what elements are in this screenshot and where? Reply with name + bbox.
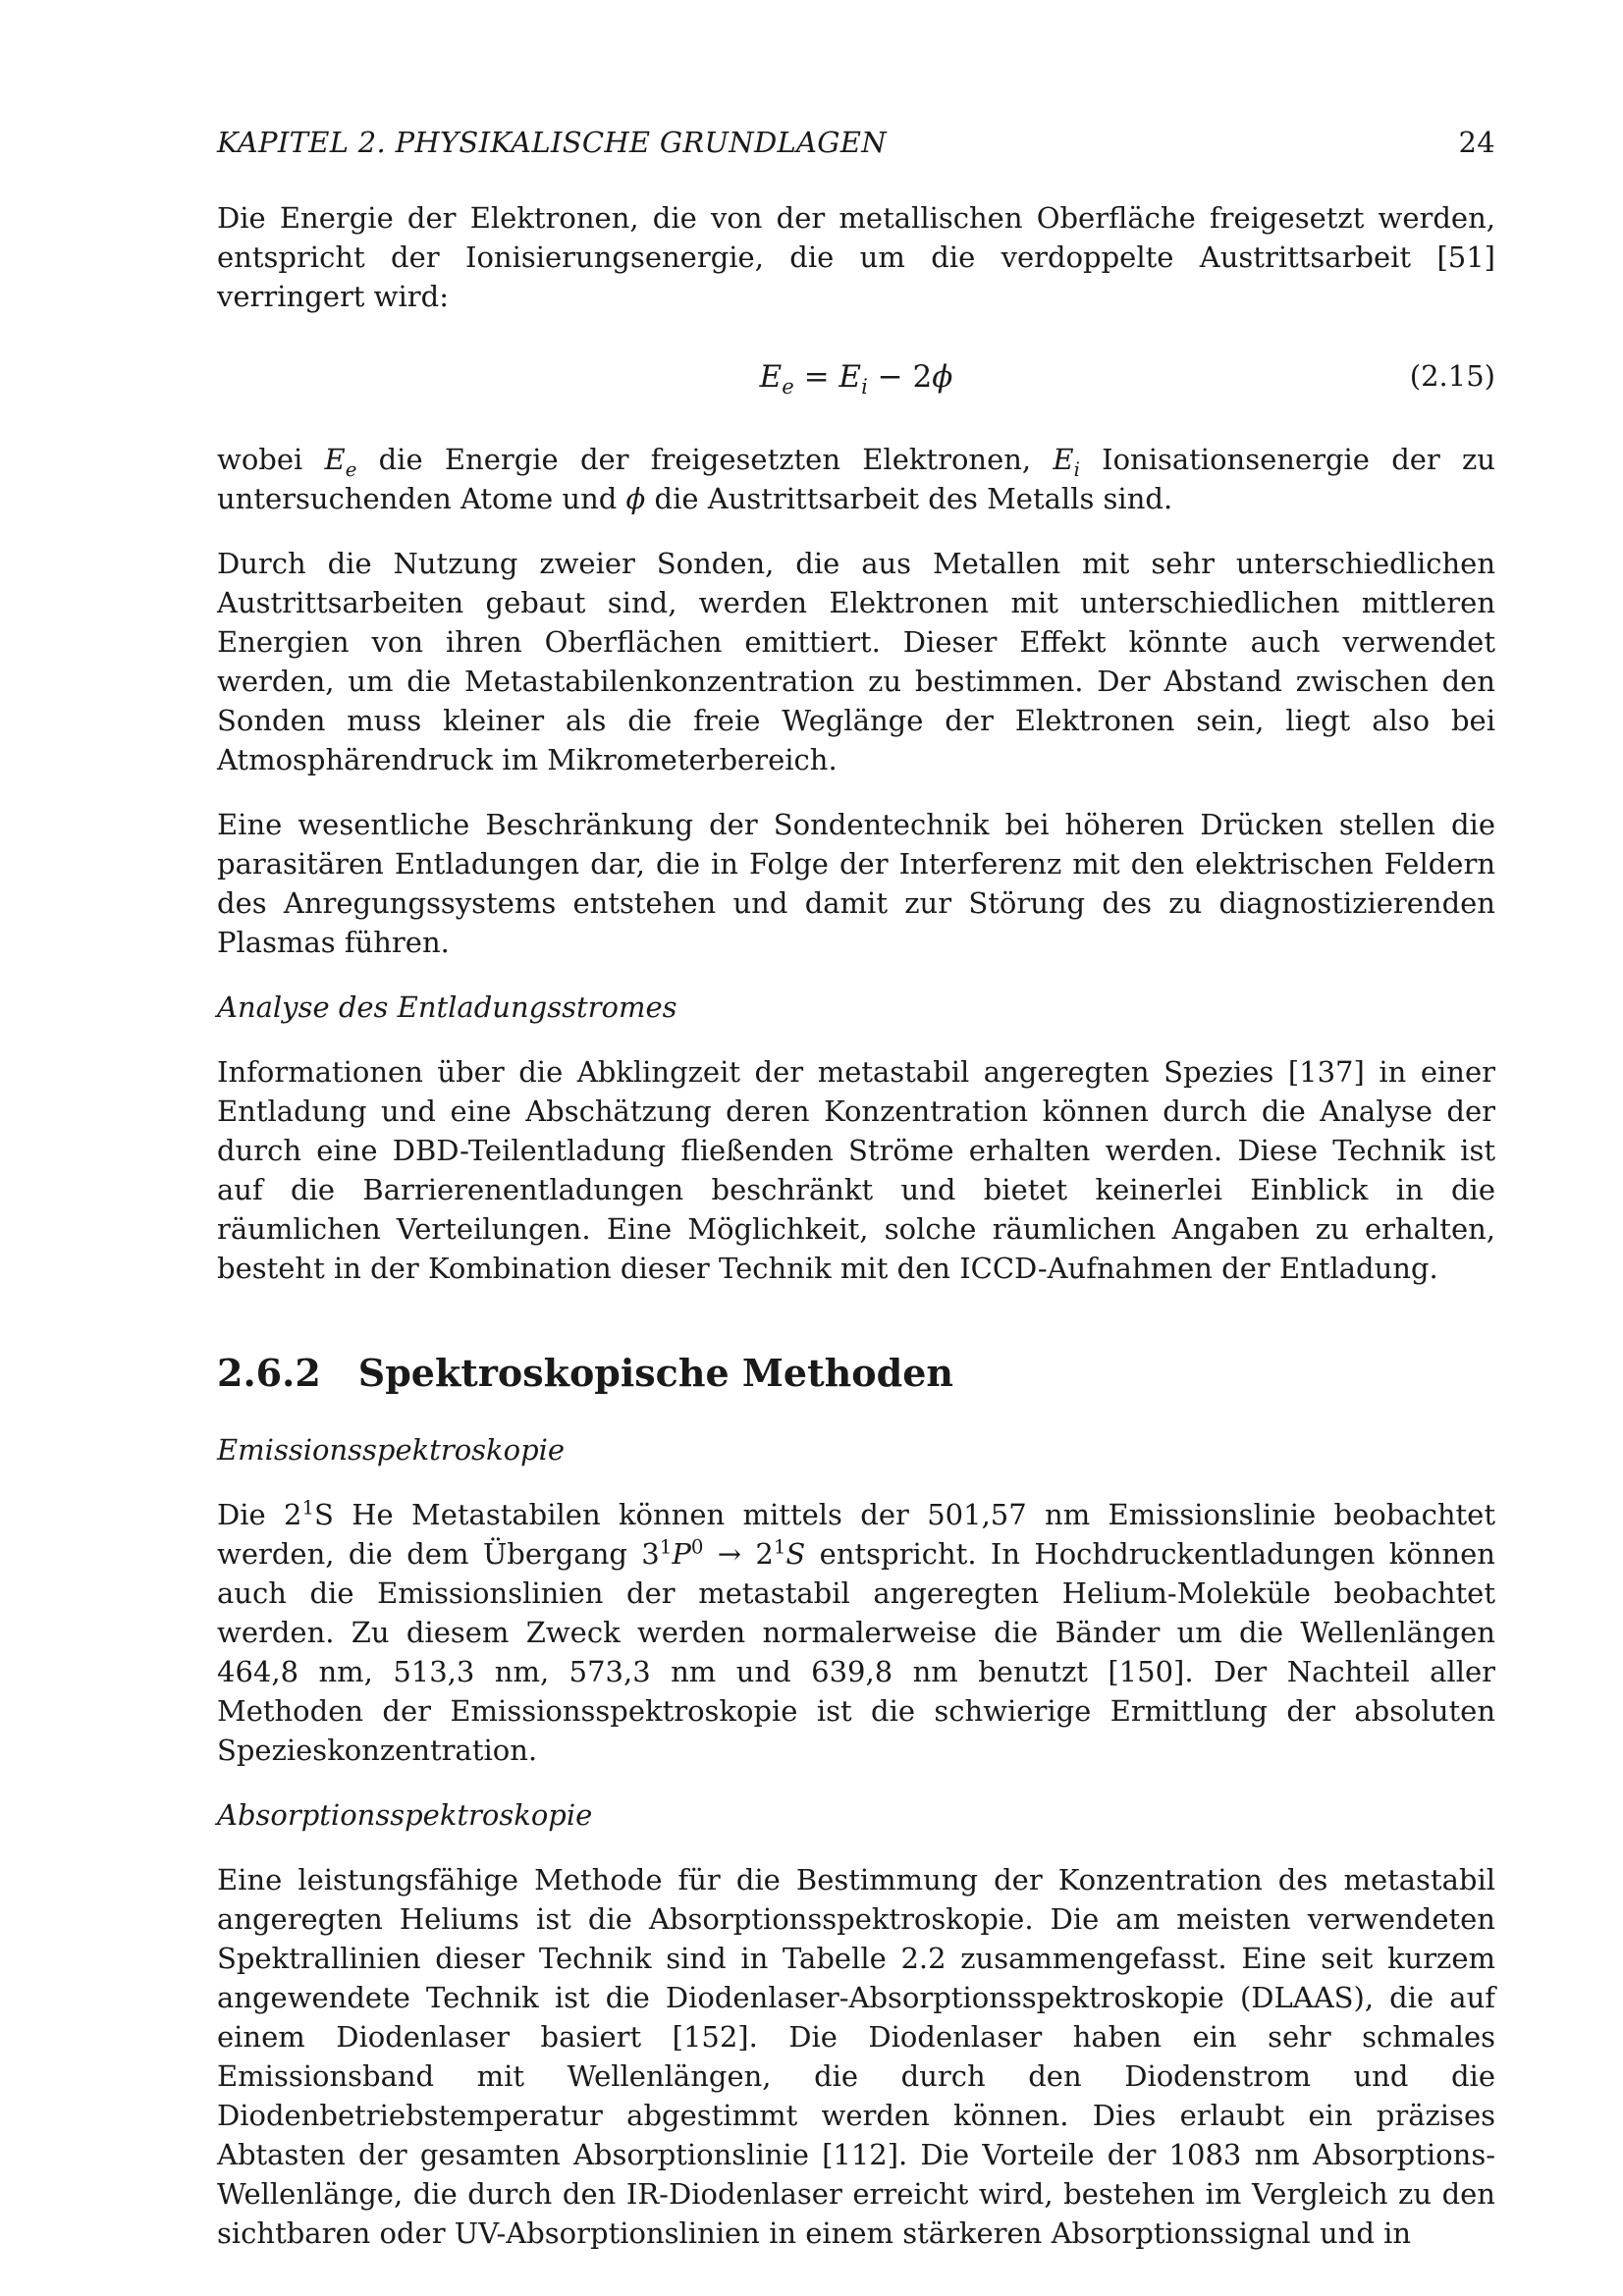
paragraph-absorption: Eine leistungsfähige Methode für die Bestimmung der Konzentration des metastabil angeregten Heliums ist die Absorptionsspektroskopie. Die am meisten verwendeten Spektrallinien dieser Technik sind in Tabelle 2.2 zusammengefasst. Eine seit kurzem angewendete Technik ist die Diodenlaser-Absorptionsspektroskopie (DLAAS), die auf einem Diodenlaser basiert [152]. Die Diodenlaser haben ein sehr schmales Emissionsband mit Wellenlängen, die durch den Diodenstrom und die Diodenbetriebstemperatur abgestimmt werden können. Dies erlaubt ein präzises Abtasten der gesamten Absorptionslinie [112]. Die Vorteile der 1083 nm Absorptions-Wellenlänge, die durch den IR-Diodenlaser erreicht wird, bestehen im Vergleich zu den sichtbaren oder UV-Absorptionslinien in einem stärkeren Absorptionssignal und in bbox=[217, 1863, 1495, 2250]
paragraph-analyse: Informationen über die Abklingzeit der metastabil angeregten Spezies [137] in einer Entladung und eine Abschätzung deren Konzentration können durch die Analyse der durch eine DBD-Teilentladung fließenden Ströme erhalten werden. Diese Technik ist auf die Barrierenentladungen beschränkt und bietet keinerlei Einblick in die räumlichen Verteilungen. Eine Möglichkeit, solche räumlichen Angaben zu erhalten, besteht in der Kombination dieser Technik mit den ICCD-Aufnahmen der Entladung. bbox=[217, 1055, 1495, 1285]
paragraph-probes: Durch die Nutzung zweier Sonden, die aus Metallen mit sehr unterschiedlichen Austrittsarbeiten gebaut sind, werden Elektronen mit unterschiedlichen mittleren Energien von ihren Oberflächen emittiert. Dieser Effekt könnte auch verwendet werden, um die Metastabilenkonzentration zu bestimmen. Der Abstand zwischen den Sonden muss kleiner als die freie Weglänge der Elektronen sein, liegt also bei Atmosphärendruck im Mikrometerbereich. bbox=[217, 547, 1495, 776]
section-number: 2.6.2 bbox=[217, 1351, 321, 1395]
section-title: Spektroskopische Methoden bbox=[357, 1351, 953, 1395]
equation-expression: $E_e = E_i - 2\phi$ bbox=[759, 359, 953, 400]
subheading-analyse: Analyse des Entladungsstromes bbox=[217, 990, 677, 1024]
section-heading bbox=[217, 1351, 1495, 1395]
page bbox=[217, 126, 1495, 2278]
page-number: 24 bbox=[1458, 126, 1495, 159]
running-header bbox=[217, 126, 1495, 159]
paragraph-intro: Die Energie der Elektronen, die von der metallischen Oberfläche freigesetzt werden, entspricht der Ionisierungsenergie, die um die verdoppelte Austrittsarbeit [51] verringert wird: bbox=[217, 201, 1495, 313]
chapter-title: KAPITEL 2. PHYSIKALISCHE GRUNDLAGEN bbox=[217, 126, 887, 159]
subheading-emission: Emissionsspektroskopie bbox=[217, 1433, 566, 1467]
equation-number: (2.15) bbox=[1409, 359, 1495, 393]
equation-2-15 bbox=[217, 349, 1495, 412]
paragraph-variables: wobei $E_e$ die Energie der freigesetzten Elektronen, $E_i$ Ionisationsenergie der zu untersuchenden Atome und ϕ die Austrittsarbeit des Metalls sind. bbox=[217, 443, 1495, 515]
paragraph-limitations: Eine wesentliche Beschränkung der Sondentechnik bei höheren Drücken stellen die parasitären Entladungen dar, die in Folge der Interferenz mit den elektrischen Feldern des Anregungssystems entstehen und damit zur Störung des zu diagnostizierenden Plasmas führen. bbox=[217, 808, 1495, 959]
subheading-absorption: Absorptionsspektroskopie bbox=[217, 1798, 593, 1832]
paragraph-emission: Die $2^1S$ He Metastabilen können mittels der 501,57 nm Emissionslinie beobachtet werden, die dem Übergang $3^1P^0 \to 2^1S$ entspricht. In Hochdruckentladungen können auch die Emissionslinien der metastabil angeregten Helium-Moleküle beobachtet werden. Zu diesem Zweck werden normalerweise die Bänder um die Wellenlängen 464,8 nm, 513,3 nm, 573,3 nm und 639,8 nm benutzt [150]. Der Nachteil aller Methoden der Emissionsspektroskopie ist die schwierige Ermittlung der absoluten Spezieskonzentration. bbox=[217, 1496, 1495, 1767]
